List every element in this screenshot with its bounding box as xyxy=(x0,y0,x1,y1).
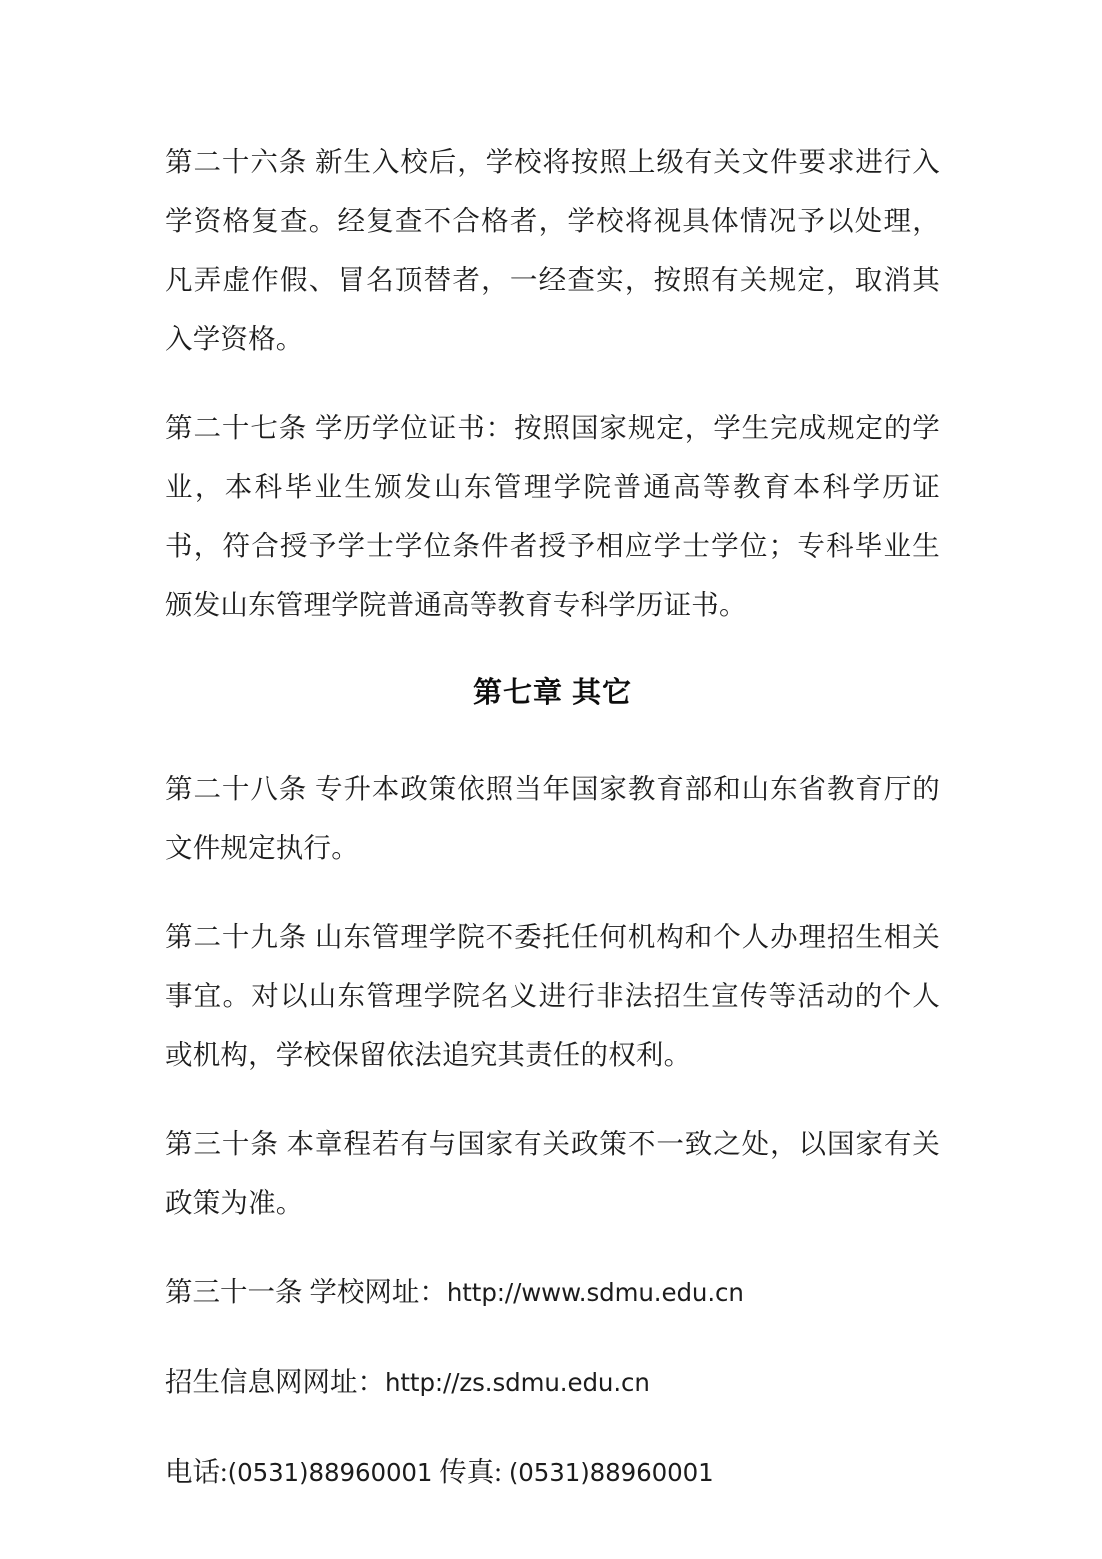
admissions-website-line xyxy=(165,1352,940,1412)
paragraph-article-26: 第二十六条 新生入校后，学校将按照上级有关文件要求进行入学资格复查。经复查不合格者，学校将视具体情况予以处理，凡弄虚作假、冒名顶替者，一经查实，按照有关规定，取消其入学资格。 xyxy=(165,146,940,354)
fax-number: (0531)88960001 xyxy=(508,1458,714,1487)
paragraph-article-27: 第二十七条 学历学位证书：按照国家规定，学生完成规定的学业，本科毕业生颁发山东管理学院普通高等教育本科学历证书，符合授予学士学位条件者授予相应学士学位；专科毕业生颁发山东管理学院普通高等教育专科学历证书。 xyxy=(165,412,940,620)
school-website-label: 第三十一条 学校网址： xyxy=(165,1276,447,1307)
admissions-website-url[interactable]: http://zs.sdmu.edu.cn xyxy=(385,1368,650,1397)
admissions-website-label: 招生信息网网址： xyxy=(165,1366,385,1397)
phone-label: 电话: xyxy=(165,1456,228,1487)
fax-label: 传真: xyxy=(439,1456,509,1487)
school-website-line xyxy=(165,1262,940,1322)
school-website-url[interactable]: http://www.sdmu.edu.cn xyxy=(446,1278,744,1307)
paragraph-article-29: 第二十九条 山东管理学院不委托任何机构和个人办理招生相关事宜。对以山东管理学院名义进行非法招生宣传等活动的个人或机构，学校保留依法追究其责任的权利。 xyxy=(165,921,940,1070)
chapter-heading-seven: 第七章 其它 xyxy=(472,677,633,709)
phone-number: (0531)88960001 xyxy=(227,1458,433,1487)
document-body xyxy=(165,132,940,1532)
paragraph-article-30: 第三十条 本章程若有与国家有关政策不一致之处，以国家有关政策为准。 xyxy=(165,1128,940,1218)
phone-fax-line xyxy=(165,1442,940,1502)
paragraph-article-28: 第二十八条 专升本政策依照当年国家教育部和山东省教育厅的文件规定执行。 xyxy=(165,773,940,863)
